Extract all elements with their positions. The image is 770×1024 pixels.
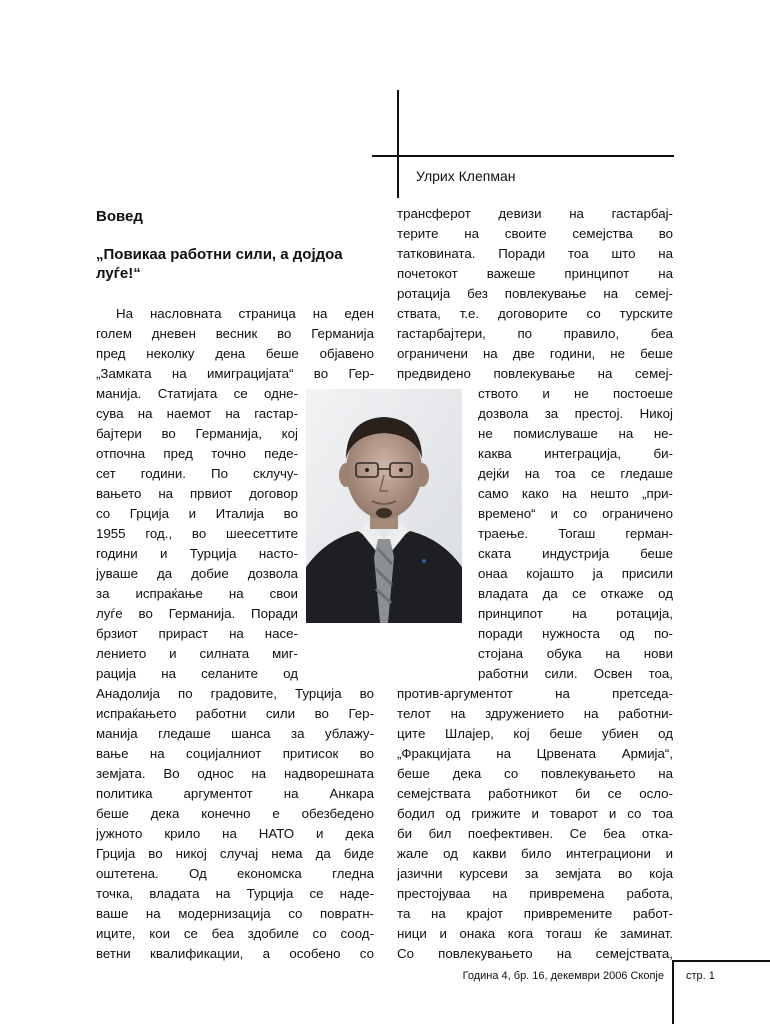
right-line: ротација без повлекување на семеј- (397, 286, 673, 301)
header-vertical-rule (397, 90, 399, 198)
left-line: лението и силната миг- (96, 646, 298, 661)
left-line: голем дневен весник во Германија (96, 326, 374, 341)
right-line: семејствата работникот би се осло- (397, 786, 673, 801)
right-line: „Фракцијата на Црвената Армија“, (397, 746, 673, 761)
left-line: 1955 год., во шеесеттите (96, 526, 298, 541)
right-line: ограничени на две години, не беше (397, 346, 673, 361)
left-line: манија. Статијата се однe- (96, 386, 298, 401)
right-line: ството и не постоеше (478, 386, 673, 401)
right-line: почетокот важеше принципот на (397, 266, 673, 281)
left-line: иците, кои се беа здобиле со соод- (96, 926, 374, 941)
right-line: ствата, т.е. договорите со турските (397, 306, 673, 321)
right-line: престојуваа на привремена работа, (397, 886, 673, 901)
left-line: испраќањето работни сили во Гер- (96, 706, 374, 721)
right-line: каква интеграција, би- (478, 446, 673, 461)
left-line: беше дека конечно е обезбедено (96, 806, 374, 821)
left-line: На насловната страница на еден (116, 306, 374, 321)
left-line: за испраќање на свои (96, 586, 298, 601)
right-line: предвидено повлекување на семеј- (397, 366, 673, 381)
right-line: стојана обука на нови (478, 646, 673, 661)
right-line: траење. Тогаш герман- (478, 526, 673, 541)
page-number: стр. 1 (686, 970, 715, 982)
left-line: сува на наемот на гастар- (96, 406, 298, 421)
left-line: ваше на модернизација со повратн- (96, 906, 374, 921)
right-line: не помислуваше на не- (478, 426, 673, 441)
article-subtitle: „Повикаа работни сили, а дојдоа луѓе!“ (96, 246, 343, 282)
issue-info: Година 4, бр. 16, декември 2006 Скопје (462, 970, 664, 982)
left-line: брзиот прираст на насе- (96, 626, 298, 641)
section-heading: Вовед (96, 208, 143, 225)
right-line: трансферот девизи на гастарбај- (397, 206, 673, 221)
author-photo (306, 389, 462, 623)
left-line: рација на селаните од (96, 666, 298, 681)
footer-vertical-rule (672, 960, 674, 1024)
right-line: принципот на ротација, (478, 606, 673, 621)
right-line: поради нужноста од по- (478, 626, 673, 641)
right-line: владата да се откаже од (478, 586, 673, 601)
right-line: гастарбајтери, по правило, беа (397, 326, 673, 341)
left-line: земјата. Во однос на надворешната (96, 766, 374, 781)
left-line: Грција во никој случај нема да биде (96, 846, 374, 861)
right-line: времено“ и со ограничено (478, 506, 673, 521)
right-line: работни сили. Освен тоа, (478, 666, 673, 681)
right-line: ници и онака кога тогаш ќе заминат. (397, 926, 673, 941)
right-line: ците Шлаjер, кој беше убиен од (397, 726, 673, 741)
right-line: само како на нешто „при- (478, 486, 673, 501)
right-line: јазични курсеви за земјата во која (397, 866, 673, 881)
left-line: Анадолија по градовите, Турција во (96, 686, 374, 701)
left-line: оштетена. Од економска гледна (96, 866, 374, 881)
header-horizontal-rule (372, 155, 674, 157)
right-line: жале од какви било интеграциони и (397, 846, 673, 861)
left-line: пред неколку дена беше објавено (96, 346, 374, 361)
right-line: би бил поефективен. Се беа отка- (397, 826, 673, 841)
left-line: јуваше да добие дозвола (96, 566, 298, 581)
left-line: отпочна пред точно педе- (96, 446, 298, 461)
right-line: бодил од грижите и товарот и со тоа (397, 806, 673, 821)
left-line: ветни квалификации, а особено со (96, 946, 374, 961)
footer-horizontal-rule (672, 960, 770, 962)
right-line: терите на своите семејства во (397, 226, 673, 241)
left-line: години и Турција насто- (96, 546, 298, 561)
left-line: вање на социјалниот притисок во (96, 746, 374, 761)
right-line: татковината. Поради тоа што на (397, 246, 673, 261)
left-line: точка, владата на Турција се наде- (96, 886, 374, 901)
right-line: беше дека со повлекувањето на (397, 766, 673, 781)
right-line: та на крајот привремените работ- (397, 906, 673, 921)
left-line: сет години. По склучу- (96, 466, 298, 481)
left-line: јужното крило на НАТО и дека (96, 826, 374, 841)
right-line: против-аргументот на претседа- (397, 686, 673, 701)
right-line: Со повлекувањето на семејствата, (397, 946, 673, 961)
left-line: со Грција и Италија во (96, 506, 298, 521)
author-name: Улрих Клепман (416, 168, 516, 184)
right-line: телот на здружението на работни- (397, 706, 673, 721)
right-line: дејќи на тоа се гледаше (478, 466, 673, 481)
right-line: ската индустрија беше (478, 546, 673, 561)
left-line: луѓе во Германија. Поради (96, 606, 298, 621)
left-line: манија гледаше шанса за ублажу- (96, 726, 374, 741)
right-line: дозвола за престој. Никој (478, 406, 673, 421)
portrait-illustration (306, 389, 462, 623)
left-line: бајтери во Германија, кој (96, 426, 298, 441)
right-line: онаа којашто ја присили (478, 566, 673, 581)
left-line: вањето на првиот договор (96, 486, 298, 501)
left-line: „Замката на имиграцијата“ во Гер- (96, 366, 374, 381)
left-line: политика аргументот на Анкара (96, 786, 374, 801)
